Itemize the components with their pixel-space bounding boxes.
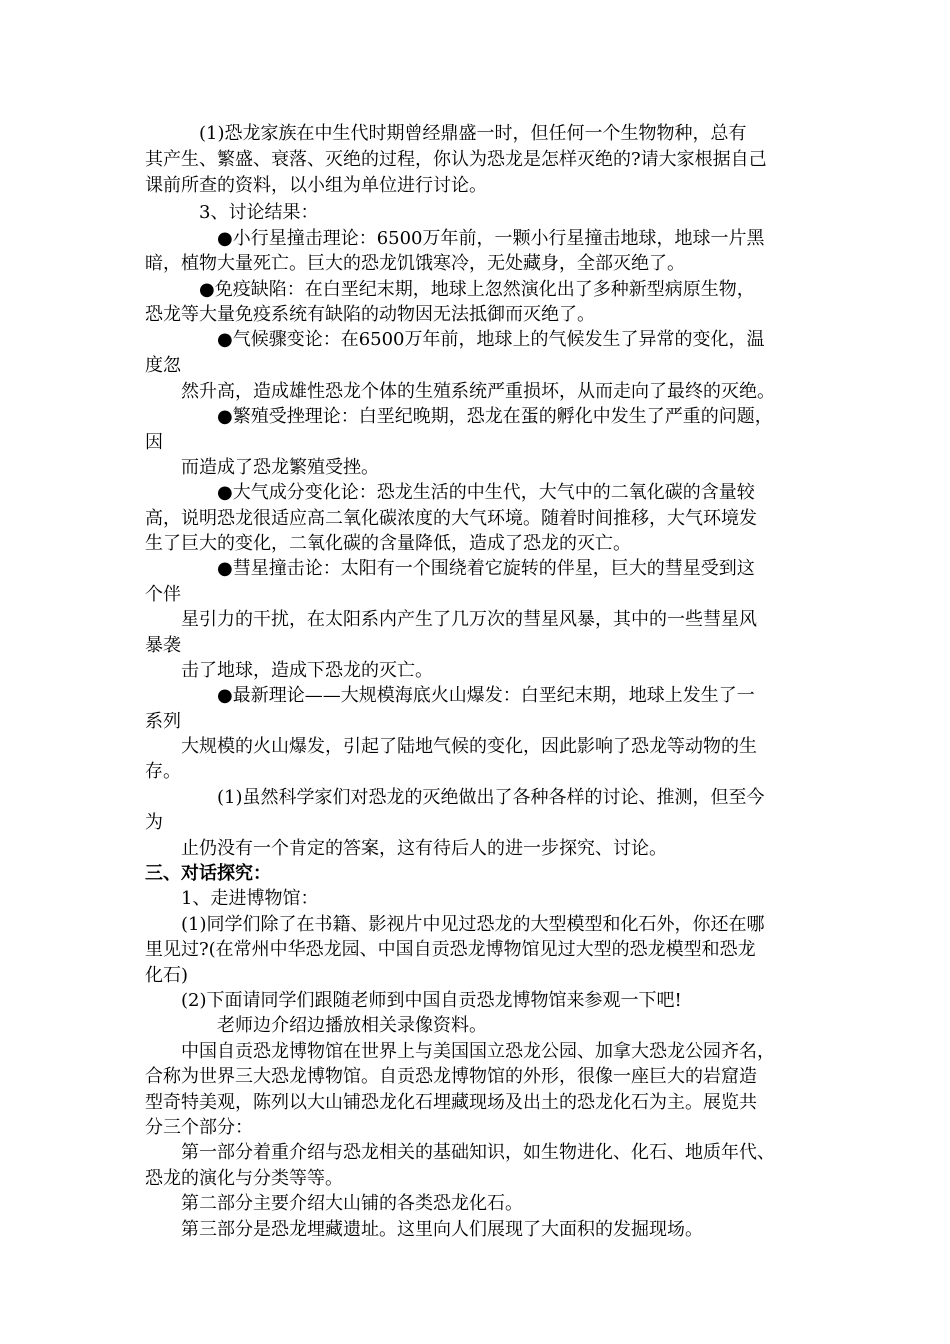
paragraph-line: 星引力的干扰，在太阳系内产生了几万次的彗星风暴，其中的一些彗星风 bbox=[145, 609, 757, 630]
paragraph-line: 恐龙等大量免疫系统有缺陷的动物因无法抵御而灭绝了。 bbox=[145, 304, 595, 325]
paragraph-line: 中国自贡恐龙博物馆在世界上与美国国立恐龙公园、加拿大恐龙公园齐名， bbox=[145, 1041, 775, 1062]
paragraph-line: 而造成了恐龙繁殖受挫。 bbox=[145, 457, 379, 478]
paragraph-line: (1)同学们除了在书籍、影视片中见过恐龙的大型模型和化石外，你还在哪 bbox=[145, 914, 765, 935]
paragraph-line: 存。 bbox=[145, 761, 181, 782]
paragraph-line: ●气候骤变论：在6500万年前，地球上的气候发生了异常的变化，温 bbox=[145, 329, 765, 350]
paragraph-line: ●繁殖受挫理论：白垩纪晚期，恐龙在蛋的孵化中发生了严重的问题， bbox=[145, 406, 773, 427]
paragraph-line: 大规模的火山爆发，引起了陆地气候的变化，因此影响了恐龙等动物的生 bbox=[145, 736, 757, 757]
paragraph-line: (1)恐龙家族在中生代时期曾经鼎盛一时，但任何一个生物物种，总有 bbox=[145, 123, 747, 144]
paragraph-line: 其产生、繁盛、衰落、灭绝的过程，你认为恐龙是怎样灭绝的?请大家根据自己 bbox=[145, 149, 767, 170]
paragraph-line: 生了巨大的变化，二氧化碳的含量降低，造成了恐龙的灭亡。 bbox=[145, 533, 631, 554]
paragraph-line: ●小行星撞击理论：6500万年前，一颗小行星撞击地球，地球一片黑 bbox=[145, 228, 765, 249]
paragraph-line: 1、走进博物馆： bbox=[145, 888, 319, 909]
section-heading: 3、讨论结果： bbox=[145, 202, 319, 223]
paragraph-line: ●彗星撞击论：太阳有一个围绕着它旋转的伴星，巨大的彗星受到这 bbox=[145, 558, 755, 579]
paragraph-line: 第二部分主要介绍大山铺的各类恐龙化石。 bbox=[145, 1193, 523, 1214]
paragraph-line: ●免疫缺陷：在白垩纪末期，地球上忽然演化出了多种新型病原生物， bbox=[145, 279, 755, 300]
paragraph-line: 分三个部分： bbox=[145, 1117, 253, 1138]
paragraph-line: ●大气成分变化论：恐龙生活的中生代，大气中的二氧化碳的含量较 bbox=[145, 482, 755, 503]
paragraph-line: 暗，植物大量死亡。巨大的恐龙饥饿寒冷，无处藏身，全部灭绝了。 bbox=[145, 253, 685, 274]
paragraph-line: 暴袭 bbox=[145, 635, 181, 656]
paragraph-line: 第一部分着重介绍与恐龙相关的基础知识，如生物进化、化石、地质年代、 bbox=[145, 1142, 775, 1163]
paragraph-line: 止仍没有一个肯定的答案，这有待后人的进一步探究、讨论。 bbox=[145, 838, 667, 859]
paragraph-line: 课前所查的资料，以小组为单位进行讨论。 bbox=[145, 175, 487, 196]
paragraph-line: 然升高，造成雄性恐龙个体的生殖系统严重损坏，从而走向了最终的灭绝。 bbox=[145, 381, 775, 402]
paragraph-line: (2)下面请同学们跟随老师到中国自贡恐龙博物馆来参观一下吧! bbox=[145, 990, 682, 1011]
paragraph-line: 里见过?(在常州中华恐龙园、中国自贡恐龙博物馆见过大型的恐龙模型和恐龙 bbox=[145, 939, 756, 960]
section-heading: 三、对话探究： bbox=[145, 863, 271, 884]
paragraph-line: 第三部分是恐龙埋藏遗址。这里向人们展现了大面积的发掘现场。 bbox=[145, 1219, 703, 1240]
paragraph-line: 系列 bbox=[145, 711, 181, 732]
paragraph-line: 个伴 bbox=[145, 584, 181, 605]
paragraph-line: 化石) bbox=[145, 965, 189, 986]
paragraph-line: 型奇特美观，陈列以大山铺恐龙化石埋藏现场及出土的恐龙化石为主。展览共 bbox=[145, 1092, 757, 1113]
paragraph-line: 为 bbox=[145, 812, 163, 833]
paragraph-line: 高，说明恐龙很适应高二氧化碳浓度的大气环境。随着时间推移，大气环境发 bbox=[145, 508, 757, 529]
paragraph-line: (1)虽然科学家们对恐龙的灭绝做出了各种各样的讨论、推测，但至今 bbox=[145, 787, 765, 808]
paragraph-line: 因 bbox=[145, 432, 163, 453]
paragraph-line: 恐龙的演化与分类等等。 bbox=[145, 1168, 343, 1189]
paragraph-line: 合称为世界三大恐龙博物馆。自贡恐龙博物馆的外形，很像一座巨大的岩窟造 bbox=[145, 1066, 757, 1087]
paragraph-line: ●最新理论——大规模海底火山爆发：白垩纪末期，地球上发生了一 bbox=[145, 685, 755, 706]
paragraph-line: 度忽 bbox=[145, 355, 181, 376]
paragraph-line: 老师边介绍边播放相关录像资料。 bbox=[145, 1015, 487, 1036]
paragraph-line: 击了地球，造成下恐龙的灭亡。 bbox=[145, 660, 433, 681]
